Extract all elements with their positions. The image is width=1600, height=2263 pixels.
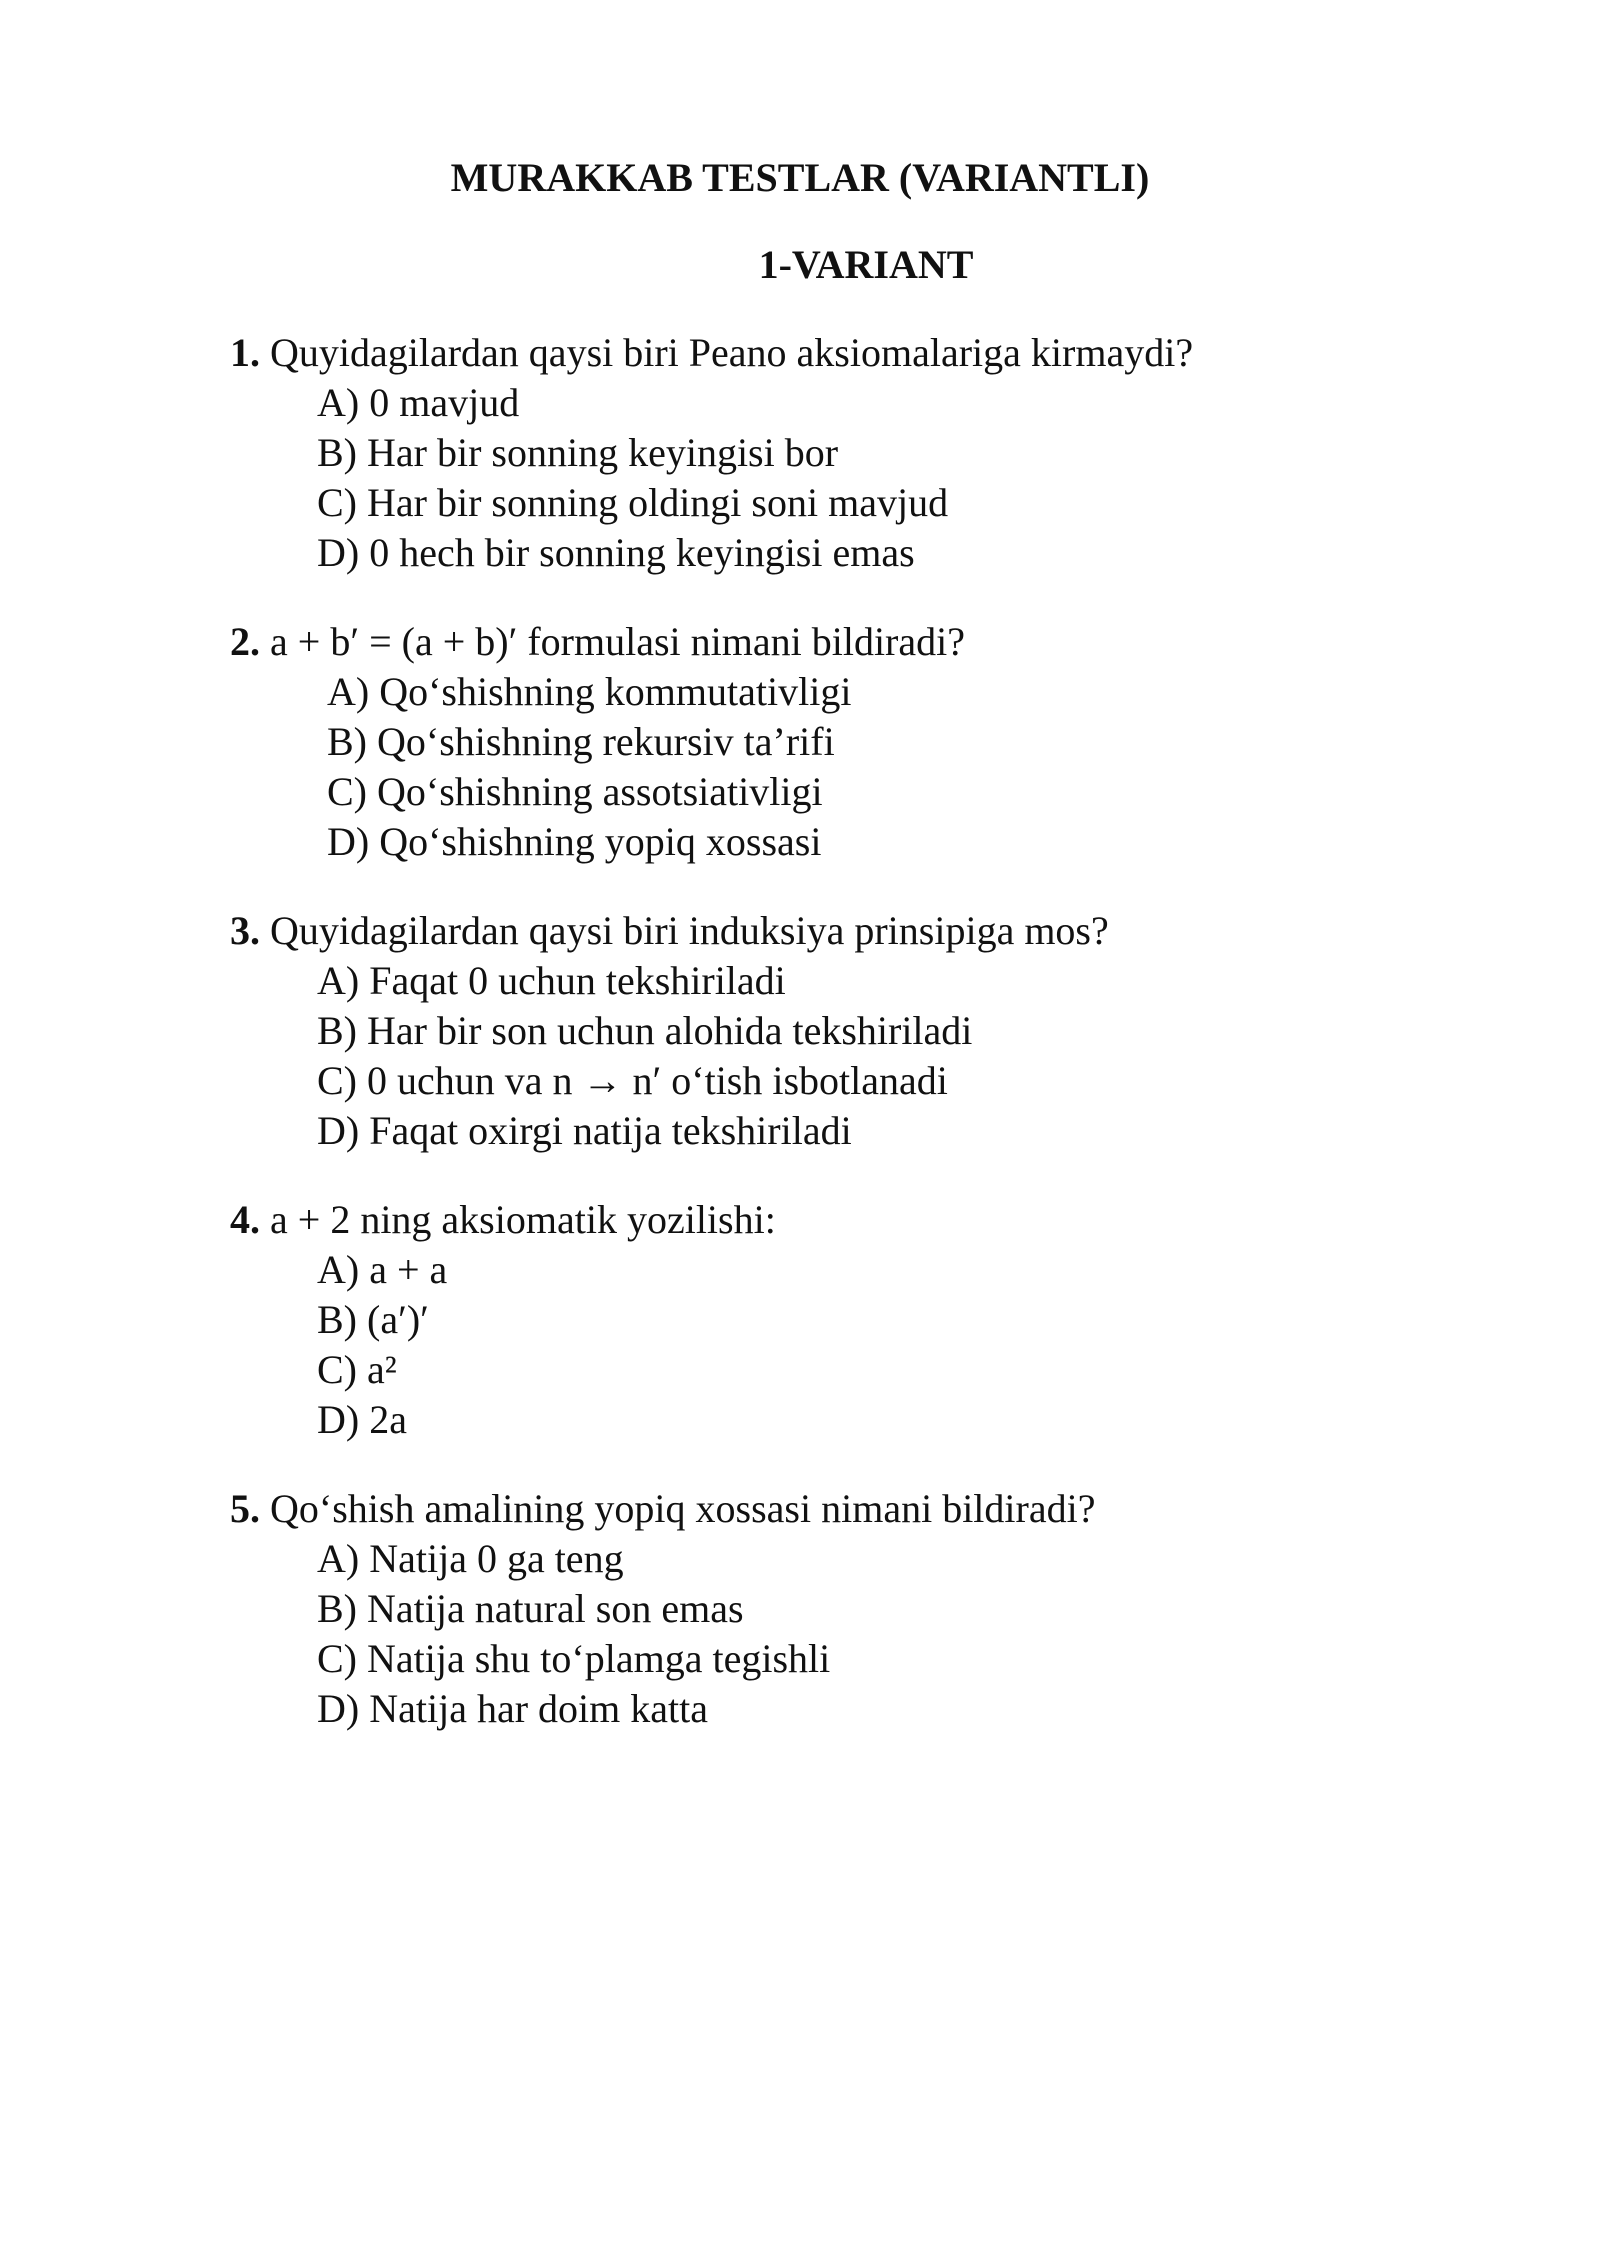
answer-option-b: B) Qo‘shishning rekursiv ta’rifi xyxy=(327,719,835,764)
question-1-options xyxy=(230,378,1430,578)
question-number: 5. xyxy=(230,1486,260,1531)
question-4 xyxy=(230,1195,1430,1445)
question-text: Quyidagilardan qaysi biri Peano aksiomalariga kirmaydi? xyxy=(270,330,1194,375)
question-5-stem xyxy=(230,1484,1430,1534)
question-3 xyxy=(230,906,1430,1156)
answer-option-b: B) Har bir sonning keyingisi bor xyxy=(317,430,839,475)
answer-option-d: D) Qo‘shishning yopiq xossasi xyxy=(327,819,822,864)
answer-option-d: D) Faqat oxirgi natija tekshiriladi xyxy=(317,1108,852,1153)
question-number: 1. xyxy=(230,330,260,375)
question-4-options xyxy=(230,1245,1430,1445)
answer-option-c: C) Qo‘shishning assotsiativligi xyxy=(327,769,823,814)
answer-option-a: A) 0 mavjud xyxy=(317,380,520,425)
answer-option-a: A) Qo‘shishning kommutativligi xyxy=(327,669,852,714)
question-text: Quyidagilardan qaysi biri induksiya prinsipiga mos? xyxy=(270,908,1109,953)
document-title: MURAKKAB TESTLAR (VARIANTLI) xyxy=(450,155,1150,200)
question-1-stem xyxy=(230,328,1430,378)
answer-option-c: C) Natija shu to‘plamga tegishli xyxy=(317,1636,831,1681)
question-2-stem xyxy=(230,617,1430,667)
question-text: a + 2 ning aksiomatik yozilishi: xyxy=(270,1197,776,1242)
answer-option-a: A) a + a xyxy=(317,1247,448,1292)
variant-title: 1-VARIANT xyxy=(758,242,974,287)
answer-option-a: A) Faqat 0 uchun tekshiriladi xyxy=(317,958,786,1003)
answer-option-b: B) Har bir son uchun alohida tekshiriladi xyxy=(317,1008,973,1053)
question-4-stem xyxy=(230,1195,1430,1245)
answer-option-d: D) Natija har doim katta xyxy=(317,1686,708,1731)
question-1 xyxy=(230,328,1430,578)
answer-option-c: C) a² xyxy=(317,1347,397,1392)
question-number: 3. xyxy=(230,908,260,953)
question-number: 2. xyxy=(230,619,260,664)
question-list xyxy=(230,328,1430,1773)
question-number: 4. xyxy=(230,1197,260,1242)
question-text: Qo‘shish amalining yopiq xossasi nimani bildiradi? xyxy=(270,1486,1096,1531)
question-text: a + b′ = (a + b)′ formulasi nimani bildiradi? xyxy=(270,619,965,664)
answer-option-c: C) Har bir sonning oldingi soni mavjud xyxy=(317,480,949,525)
answer-option-b: B) (a′)′ xyxy=(317,1297,429,1342)
answer-option-b: B) Natija natural son emas xyxy=(317,1586,744,1631)
question-2 xyxy=(230,617,1430,867)
question-5-options xyxy=(230,1534,1430,1734)
question-3-stem xyxy=(230,906,1430,956)
answer-option-c: C) 0 uchun va n → n′ o‘tish isbotlanadi xyxy=(317,1058,948,1103)
answer-option-a: A) Natija 0 ga teng xyxy=(317,1536,624,1581)
question-2-options xyxy=(230,667,1430,867)
answer-option-d: D) 2a xyxy=(317,1397,407,1442)
question-5 xyxy=(230,1484,1430,1734)
question-3-options xyxy=(230,956,1430,1156)
answer-option-d: D) 0 hech bir sonning keyingisi emas xyxy=(317,530,915,575)
